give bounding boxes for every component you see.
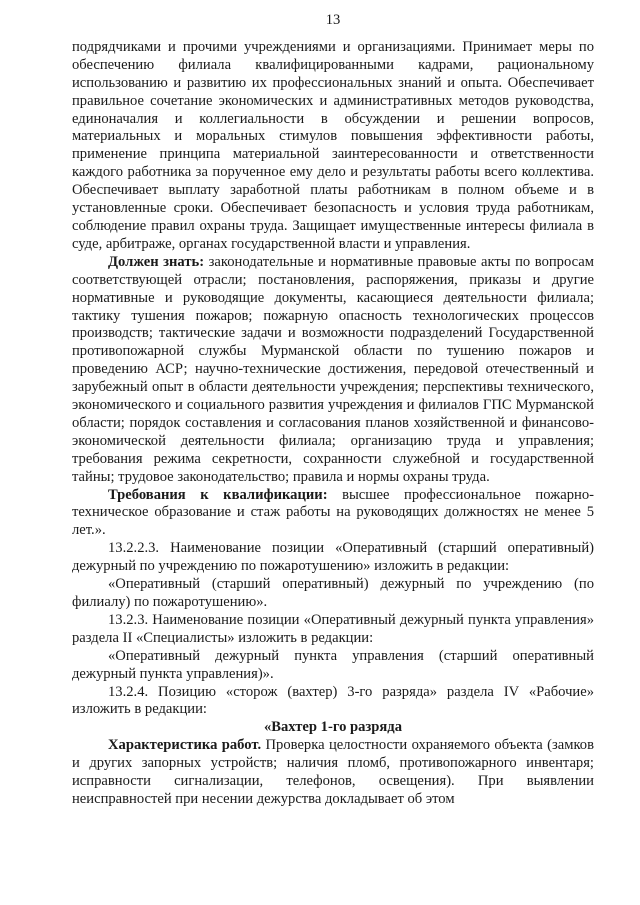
section-heading-watchman: «Вахтер 1-го разряда bbox=[263, 719, 402, 736]
qualification-text: высшее профессиональное пожарно-техническое образование и стаж работы на руководящих должностях не менее 5 лет.». bbox=[72, 486, 594, 539]
paragraph-13-2-4: 13.2.4. Позицию «сторож (вахтер) 3-го разряда» раздела IV «Рабочие» изложить в редакции: bbox=[72, 683, 594, 718]
work-characteristics-label: Характеристика работ. bbox=[108, 737, 262, 754]
work-characteristics-text: Проверка целостности охраняемого объекта (замков и других запорных устройств; наличия пломб, противопожарного инвентаря; исправности сигнализации, телефонов, освещения). При выявлении неисправностей при несении дежурства докладывает об этом bbox=[72, 737, 594, 807]
paragraph-new-title-duty-officer: «Оперативный (старший оперативный) дежурный по учреждению (по филиалу) по пожаротушению». bbox=[72, 576, 594, 610]
qualification-label: Требования к квалификации: bbox=[108, 486, 328, 503]
paragraph-must-know bbox=[72, 254, 594, 487]
paragraph-work-characteristics bbox=[72, 737, 594, 809]
document-page bbox=[72, 12, 594, 809]
paragraph-new-title-control-point: «Оперативный дежурный пункта управления (старший оперативный дежурный пункта управления)». bbox=[72, 647, 594, 682]
paragraph-duties-continued: подрядчиками и прочими учреждениями и организациями. Принимает меры по обеспечению филиала квалифицированными кадрами, рациональному использованию и развитию их профессиональных знаний и опыта. Обеспечивает правильное сочетание экономических и административных методов руководства, единоначалия и коллегиальности в обсуждении и решении вопросов, материальных и моральных стимулов повышения эффективности работы, применение принципа материальной заинтересованности и ответственности каждого работника за порученное ему дело и результаты работы всего коллектива. Обеспечивает выплату заработной платы работникам в полном объеме и в установленные сроки. Обеспечивает безопасность и условия труда работникам, соблюдение правил охраны труда. Защищает имущественные интересы филиала в суде, арбитраже, органах государственной власти и управления. bbox=[72, 38, 594, 252]
page-number: 13 bbox=[325, 12, 341, 28]
paragraph-13-2-2-3: 13.2.2.3. Наименование позиции «Оперативный (старший оперативный) дежурный по учреждению по пожаротушению» изложить в редакции: bbox=[72, 540, 594, 575]
must-know-text: законодательные и нормативные правовые акты по вопросам соответствующей отрасли; постановления, распоряжения, приказы и другие нормативные и руководящие документы, касающиеся деятельности филиала; тактику тушения пожаров; пожарную опасность технологических процессов производств; тактические задачи и возможности подразделений Государственной противопожарной службы Мурманской области по тушению пожаров и проведению АСР; научно-технические достижения, передовой отечественный и зарубежный опыт в области деятельности учреждения; перспективы технического, экономического и социального развития учреждения и филиалов ГПС Мурманской области; порядок составления и согласования планов хозяйственной и финансово-экономической деятельности филиала; организацию труда и управления; требования режима секретности, сохранности служебной и государственной тайны; трудовое законодательство; правила и нормы охраны труда. bbox=[72, 253, 594, 485]
paragraph-13-2-3: 13.2.3. Наименование позиции «Оперативный дежурный пункта управления» раздела II «Специалисты» изложить в редакции: bbox=[72, 611, 594, 646]
must-know-label: Должен знать: bbox=[108, 253, 205, 270]
paragraph-qualification bbox=[72, 487, 594, 541]
